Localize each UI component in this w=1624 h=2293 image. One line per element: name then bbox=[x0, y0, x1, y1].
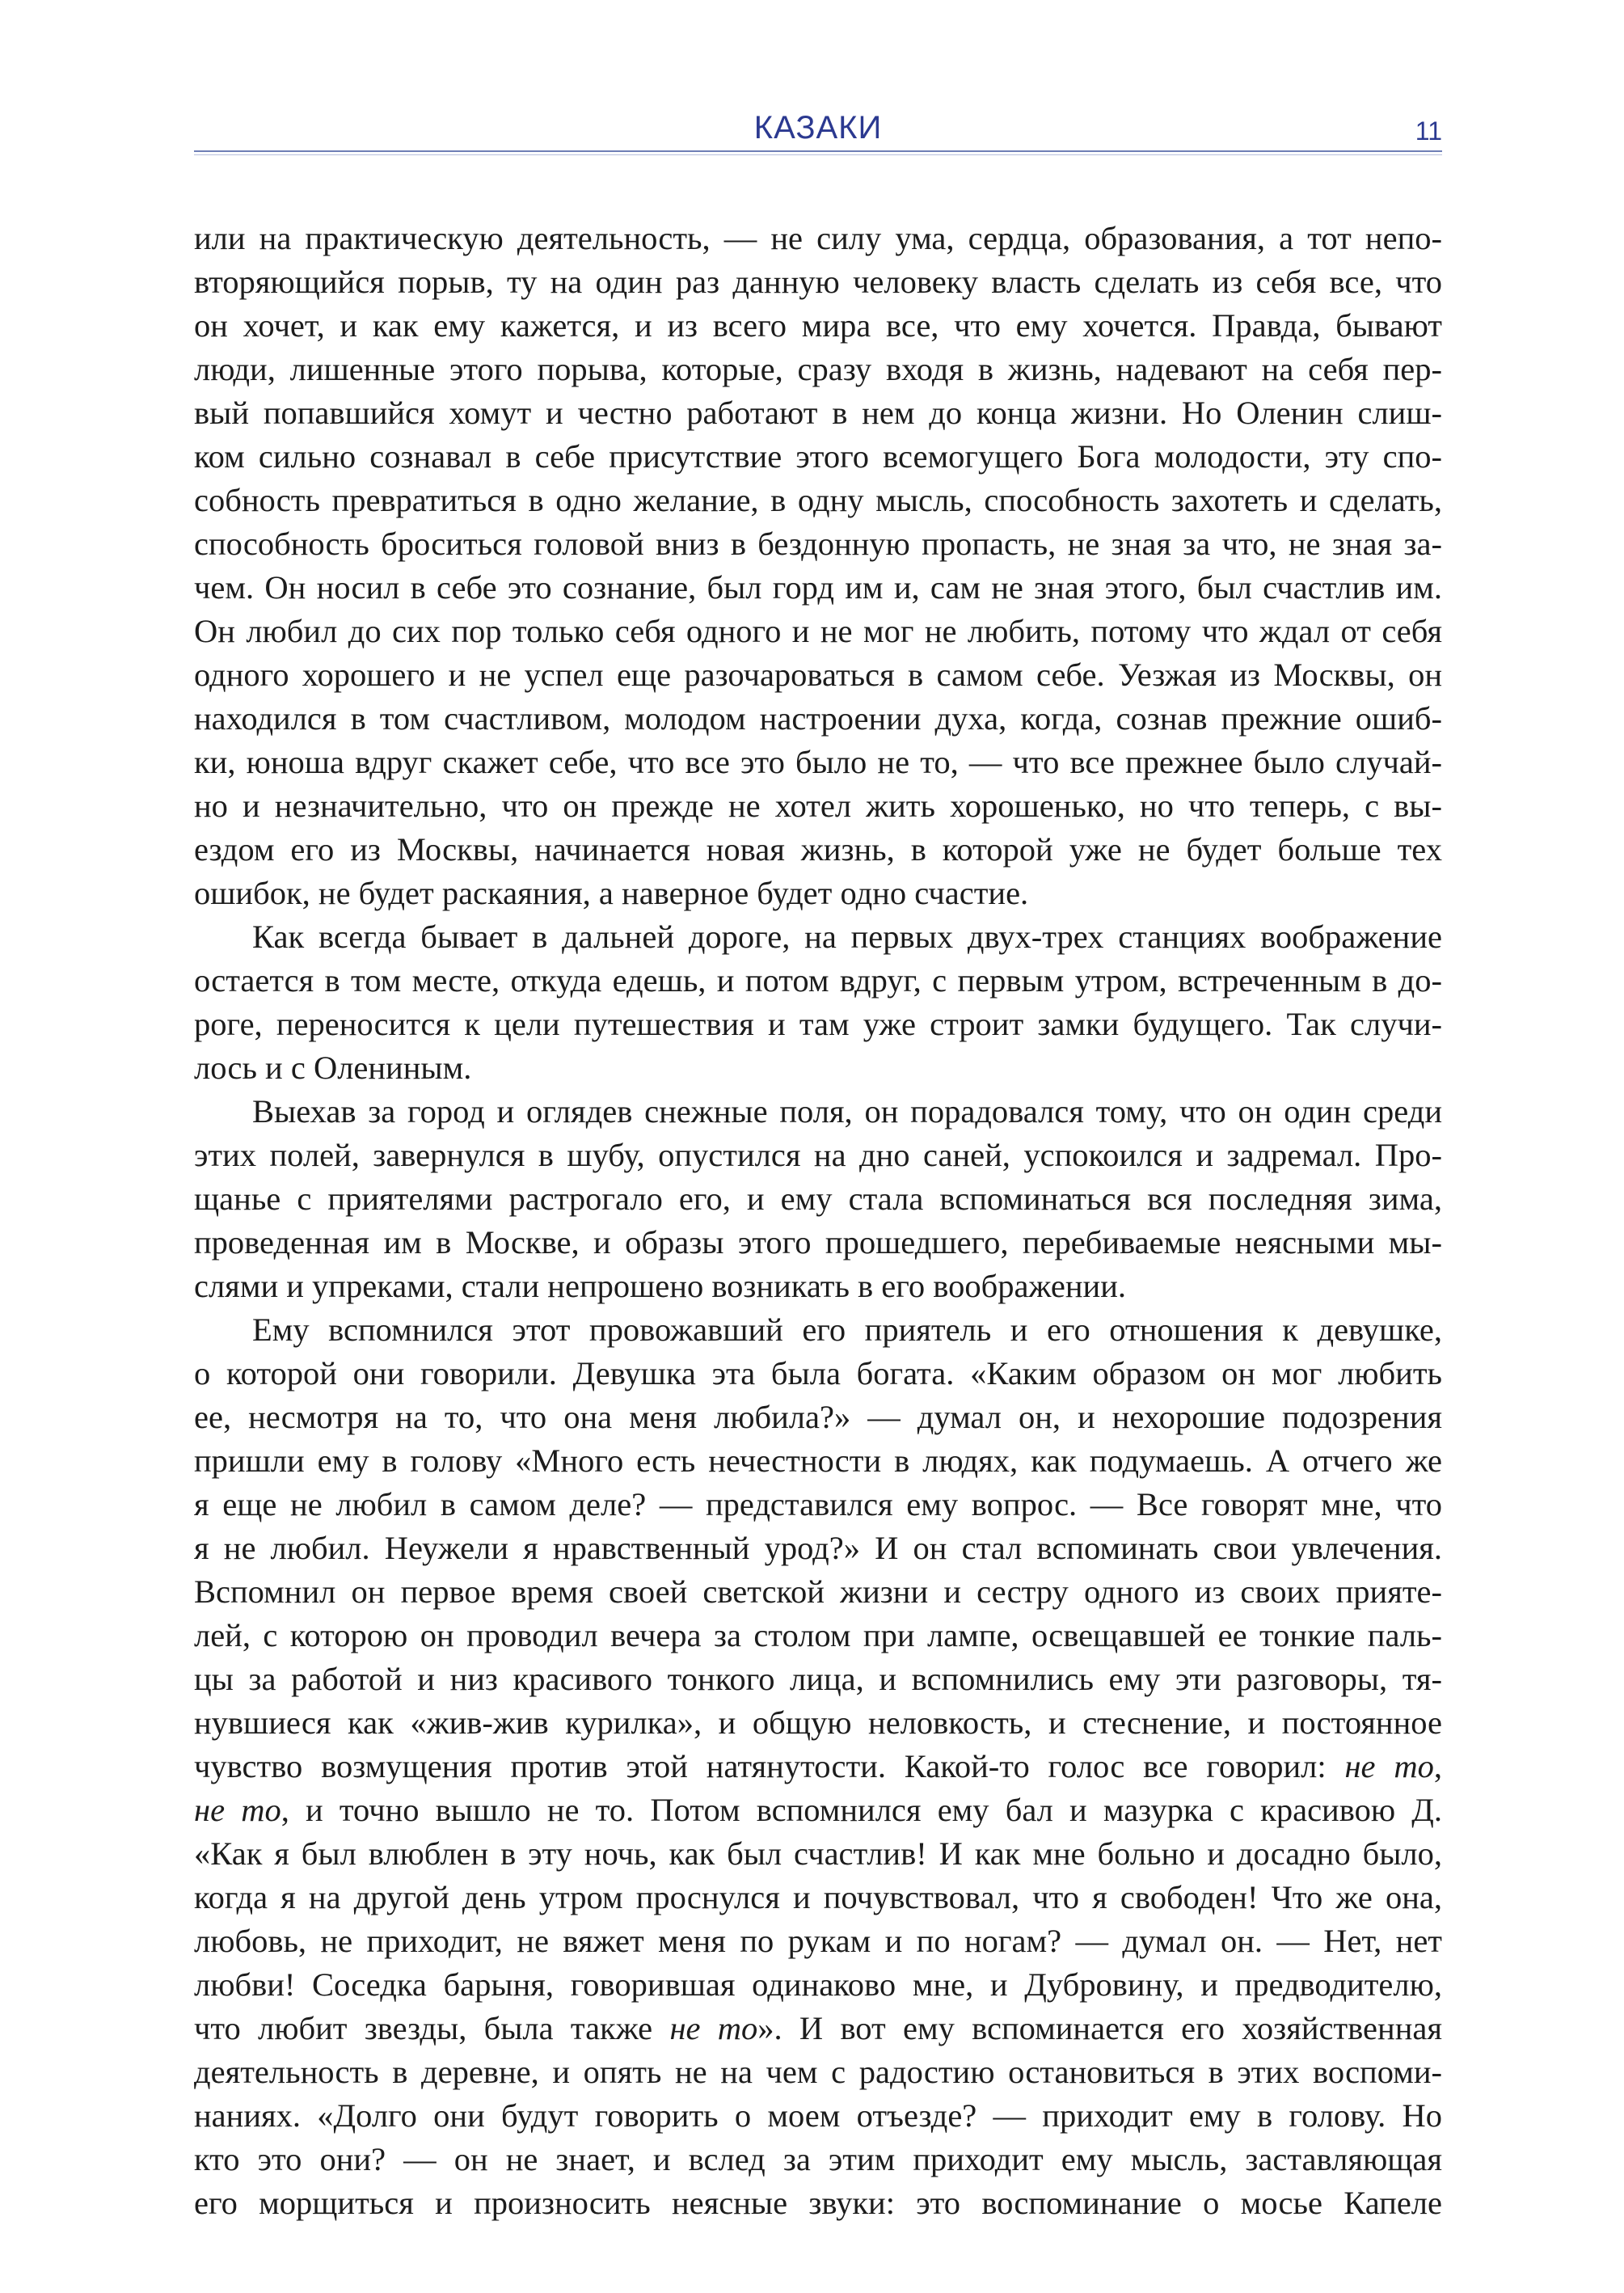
text-line: лей, с которою он проводил вечера за столом при лампе, освещавшей ее тонкие паль- bbox=[194, 1617, 1442, 1653]
text-line: его морщиться и произносить неясные звуки: это воспоминание о мосье Капеле bbox=[194, 2185, 1442, 2221]
text-line: вторяющийся порыв, ту на один раз данную человеку власть сделать из себя все, что bbox=[194, 264, 1442, 300]
header-rule bbox=[194, 150, 1442, 152]
text-line: ком сильно сознавал в себе присутствие этого всемогущего Бога молодости, эту спо- bbox=[194, 438, 1442, 475]
text-line: роге, переносится к цели путешествия и там уже строит замки будущего. Так случи- bbox=[194, 1006, 1442, 1042]
italic-phrase: не то bbox=[1344, 1748, 1434, 1784]
running-title: КАЗАКИ bbox=[753, 110, 883, 146]
text-line: я еще не любил в самом деле? — представился ему вопрос. — Все говорят мне, что bbox=[194, 1486, 1442, 1522]
text-line bbox=[194, 1788, 1442, 1832]
running-header bbox=[194, 95, 1442, 155]
text-line: наниях. «Долго они будут говорить о моем отъезде? — приходит ему в голову. Но bbox=[194, 2097, 1442, 2134]
text-line: но и незначительно, что он прежде не хотел жить хорошенько, но что теперь, с вы- bbox=[194, 788, 1442, 824]
text-line: вый попавшийся хомут и честно работают в нем до конца жизни. Но Оленин слиш- bbox=[194, 395, 1442, 431]
text-line: чувство возмущения против этой натянутости. Какой-то голос все говорил: не то, bbox=[194, 1748, 1442, 1784]
text-line: ошибок, не будет раскаяния, а наверное будет одно счастие. bbox=[194, 875, 1029, 911]
text-line: проведенная им в Москве, и образы этого прошедшего, перебиваемые неясными мы- bbox=[194, 1224, 1442, 1261]
body-text bbox=[194, 217, 1442, 2225]
italic-phrase: не то bbox=[194, 1792, 281, 1828]
text-line: любовь, не приходит, не вяжет меня по рукам и по ногам? — думал он. — Нет, нет bbox=[194, 1923, 1442, 1959]
text-line: находился в том счастливом, молодом настроении духа, когда, сознав прежние ошиб- bbox=[194, 700, 1442, 737]
paragraph-1 bbox=[194, 217, 1442, 915]
text-line: «Как я был влюблен в эту ночь, как был счастлив! И как мне больно и досадно было, bbox=[194, 1835, 1442, 1872]
text-line: щанье с приятелями растрогало его, и ему стала вспоминаться вся последняя зима, bbox=[194, 1180, 1442, 1217]
text-line: люди, лишенные этого порыва, которые, сразу входя в жизнь, надевают на себя пер- bbox=[194, 351, 1442, 387]
text-line: ки, юноша вдруг скажет себе, что все это было не то, — что все прежнее было случай- bbox=[194, 744, 1442, 780]
text-line: Вспомнил он первое время своей светской жизни и сестру одного из своих прияте- bbox=[194, 1573, 1442, 1610]
page-number: 11 bbox=[1415, 116, 1442, 146]
text-line: собность превратиться в одно желание, в одну мысль, способность захотеть и сделать, bbox=[194, 482, 1442, 518]
paragraph-3 bbox=[194, 1090, 1442, 1308]
text-line: Он любил до сих пор только себя одного и не мог не любить, потому что ждал от себя bbox=[194, 613, 1442, 649]
text-line: чем. Он носил в себе это сознание, был горд им и, сам не зная этого, был счастлив им. bbox=[194, 569, 1442, 606]
text-line: нувшиеся как «жив-жив курилка», и общую неловкость, и стеснение, и постоянное bbox=[194, 1704, 1442, 1741]
italic-phrase: не то bbox=[669, 2010, 758, 2046]
text-span: ». И вот ему вспоминается его хозяйственная bbox=[757, 2010, 1442, 2046]
text-line bbox=[194, 2007, 1442, 2050]
text-span: что любит звезды, была также bbox=[194, 2010, 670, 2046]
text-line: или на практическую деятельность, — не силу ума, сердца, образования, а тот непо- bbox=[194, 220, 1442, 256]
text-span: чувство возмущения против этой натянутости. Какой-то голос все говорил: bbox=[194, 1748, 1345, 1784]
paragraph-2 bbox=[194, 915, 1442, 1090]
text-line: ездом его из Москвы, начинается новая жизнь, в которой уже не будет больше тех bbox=[194, 831, 1442, 868]
text-line: Выехав за город и оглядев снежные поля, он порадовался тому, что он один среди bbox=[252, 1093, 1442, 1130]
text-line: он хочет, и как ему кажется, и из всего мира все, что ему хочется. Правда, бывают bbox=[194, 307, 1442, 344]
text-line: Ему вспомнился этот провожавший его приятель и его отношения к девушке, bbox=[252, 1311, 1442, 1348]
text-line: способность броситься головой вниз в бездонную пропасть, не зная за что, не зная за- bbox=[194, 526, 1442, 562]
text-line: Как всегда бывает в дальней дороге, на первых двух-трех станциях воображение bbox=[252, 918, 1442, 955]
header-rule-thin bbox=[194, 154, 1442, 155]
text-line: деятельность в деревне, и опять не на чем с радостию остановиться в этих воспоми- bbox=[194, 2054, 1442, 2090]
text-line: слями и упреками, стали непрошено возникать в его воображении. bbox=[194, 1268, 1127, 1304]
text-line: любви! Соседка барыня, говорившая одинаково мне, и Дубровину, и предводителю, bbox=[194, 1966, 1442, 2003]
text-line: кто это они? — он не знает, и вслед за этим приходит ему мысль, заставляющая bbox=[194, 2141, 1442, 2177]
paragraph-4 bbox=[194, 1308, 1442, 2225]
text-line: я не любил. Неужели я нравственный урод?» И он стал вспоминать свои увлечения. bbox=[194, 1530, 1442, 1566]
text-line: о которой они говорили. Девушка эта была богата. «Каким образом он мог любить bbox=[194, 1355, 1442, 1391]
text-line: ее, несмотря на то, что она меня любила?» — думал он, и нехорошие подозрения bbox=[194, 1399, 1442, 1435]
text-line: пришли ему в голову «Много есть нечестности в людях, как подумаешь. А отчего же bbox=[194, 1442, 1442, 1479]
text-line: остается в том месте, откуда едешь, и потом вдруг, с первым утром, встреченным в до- bbox=[194, 962, 1442, 999]
text-line: этих полей, завернулся в шубу, опустился на дно саней, успокоился и задремал. Про- bbox=[194, 1137, 1442, 1173]
text-line: лось и с Олениным. bbox=[194, 1049, 472, 1086]
text-line: цы за работой и низ красивого тонкого лица, и вспомнились ему эти разговоры, тя- bbox=[194, 1661, 1442, 1697]
text-span: , и точно вышло не то. Потом вспомнился ему бал и мазурка с красивою Д. bbox=[281, 1792, 1442, 1828]
text-line: одного хорошего и не успел еще разочароваться в самом себе. Уезжая из Москвы, он bbox=[194, 657, 1442, 693]
text-line: когда я на другой день утром проснулся и почувствовал, что я свободен! Что же она, bbox=[194, 1879, 1442, 1915]
